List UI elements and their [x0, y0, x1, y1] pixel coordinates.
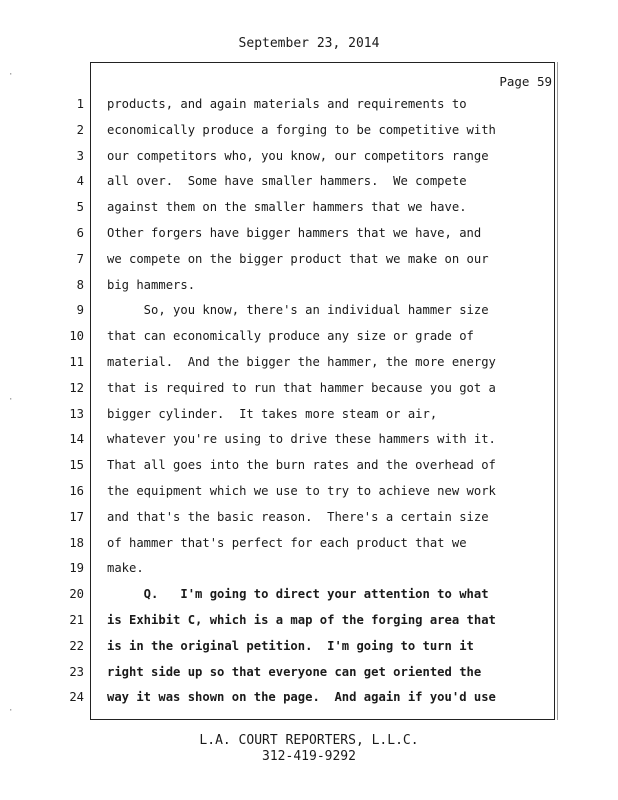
transcript-line	[0, 636, 618, 656]
transcript-line	[0, 378, 618, 398]
line-text: that can economically produce any size or grade of	[107, 329, 474, 344]
transcript-line	[0, 300, 618, 320]
header-date: September 23, 2014	[238, 36, 380, 51]
transcript-line	[0, 352, 618, 372]
transcript-line	[0, 146, 618, 166]
line-number: 3	[76, 148, 84, 163]
footer-company: L.A. COURT REPORTERS, L.L.C.	[199, 733, 419, 748]
line-number: 23	[69, 664, 84, 679]
line-number: 2	[76, 122, 84, 137]
line-text: of hammer that's perfect for each product that we	[107, 535, 467, 550]
line-text: our competitors who, you know, our competitors range	[107, 148, 489, 163]
transcript-line	[0, 533, 618, 553]
transcript-line	[0, 429, 618, 449]
footer-phone: 312-419-9292	[262, 749, 356, 764]
transcript-line	[0, 404, 618, 424]
line-text: and that's the basic reason. There's a certain size	[107, 509, 489, 524]
line-text: So, you know, there's an individual hammer size	[107, 303, 489, 318]
transcript-line	[0, 120, 618, 140]
line-text: bigger cylinder. It takes more steam or air,	[107, 406, 438, 421]
line-number: 8	[76, 277, 84, 292]
transcript-line	[0, 584, 618, 604]
line-text: That all goes into the burn rates and the overhead of	[107, 458, 496, 473]
line-number: 9	[76, 303, 84, 318]
line-number: 16	[69, 484, 84, 498]
line-text: Q. I'm going to direct your attention to what	[107, 587, 489, 602]
transcript-line	[0, 455, 618, 475]
transcript-line	[0, 223, 618, 243]
transcript-line	[0, 687, 618, 707]
line-text: the equipment which we use to try to achieve new work	[107, 484, 496, 498]
transcript-line	[0, 326, 618, 346]
line-number: 10	[69, 329, 84, 344]
line-number: 21	[69, 613, 84, 627]
line-text: all over. Some have smaller hammers. We compete	[107, 174, 467, 189]
scan-speck: ·	[8, 70, 14, 80]
transcript-line	[0, 481, 618, 501]
transcript-line	[0, 662, 618, 682]
line-number: 11	[69, 355, 84, 369]
line-number: 15	[69, 458, 84, 473]
page-label: Page 59	[499, 74, 552, 89]
line-number: 22	[69, 638, 84, 653]
line-number: 1	[76, 97, 84, 111]
line-text: way it was shown on the page. And again if you'd use	[107, 690, 496, 705]
line-text: products, and again materials and requirements to	[107, 97, 467, 111]
line-text: economically produce a forging to be competitive with	[107, 122, 496, 137]
transcript-line	[0, 507, 618, 527]
transcript-line	[0, 171, 618, 191]
line-text: big hammers.	[107, 277, 196, 292]
line-number: 12	[69, 380, 84, 395]
line-text: whatever you're using to drive these hammers with it.	[107, 432, 496, 447]
scan-speck: ·	[8, 706, 14, 716]
line-text: right side up so that everyone can get oriented the	[107, 664, 482, 679]
transcript-line	[0, 94, 618, 114]
transcript-line	[0, 197, 618, 217]
line-text: we compete on the bigger product that we make on our	[107, 251, 489, 266]
line-number: 17	[69, 509, 84, 524]
transcript-line	[0, 610, 618, 630]
line-number: 13	[69, 406, 84, 421]
transcript-line	[0, 558, 618, 578]
line-text: is in the original petition. I'm going to turn it	[107, 638, 474, 653]
line-text: is Exhibit C, which is a map of the forging area that	[107, 613, 496, 627]
line-number: 14	[69, 432, 84, 447]
transcript-line	[0, 275, 618, 295]
line-text: that is required to run that hammer because you got a	[107, 380, 496, 395]
line-text: against them on the smaller hammers that we have.	[107, 200, 467, 215]
line-text: material. And the bigger the hammer, the more energy	[107, 355, 496, 369]
scan-speck: ·	[8, 395, 14, 405]
line-number: 7	[76, 251, 84, 266]
transcript-line	[0, 249, 618, 269]
line-number: 24	[69, 690, 84, 705]
line-number: 4	[76, 174, 84, 189]
line-number: 5	[76, 200, 84, 215]
line-number: 6	[76, 226, 84, 240]
line-number: 20	[69, 587, 84, 602]
line-text: Other forgers have bigger hammers that we have, and	[107, 226, 482, 240]
line-number: 19	[69, 561, 84, 576]
line-text: make.	[107, 561, 144, 576]
line-number: 18	[69, 535, 84, 550]
